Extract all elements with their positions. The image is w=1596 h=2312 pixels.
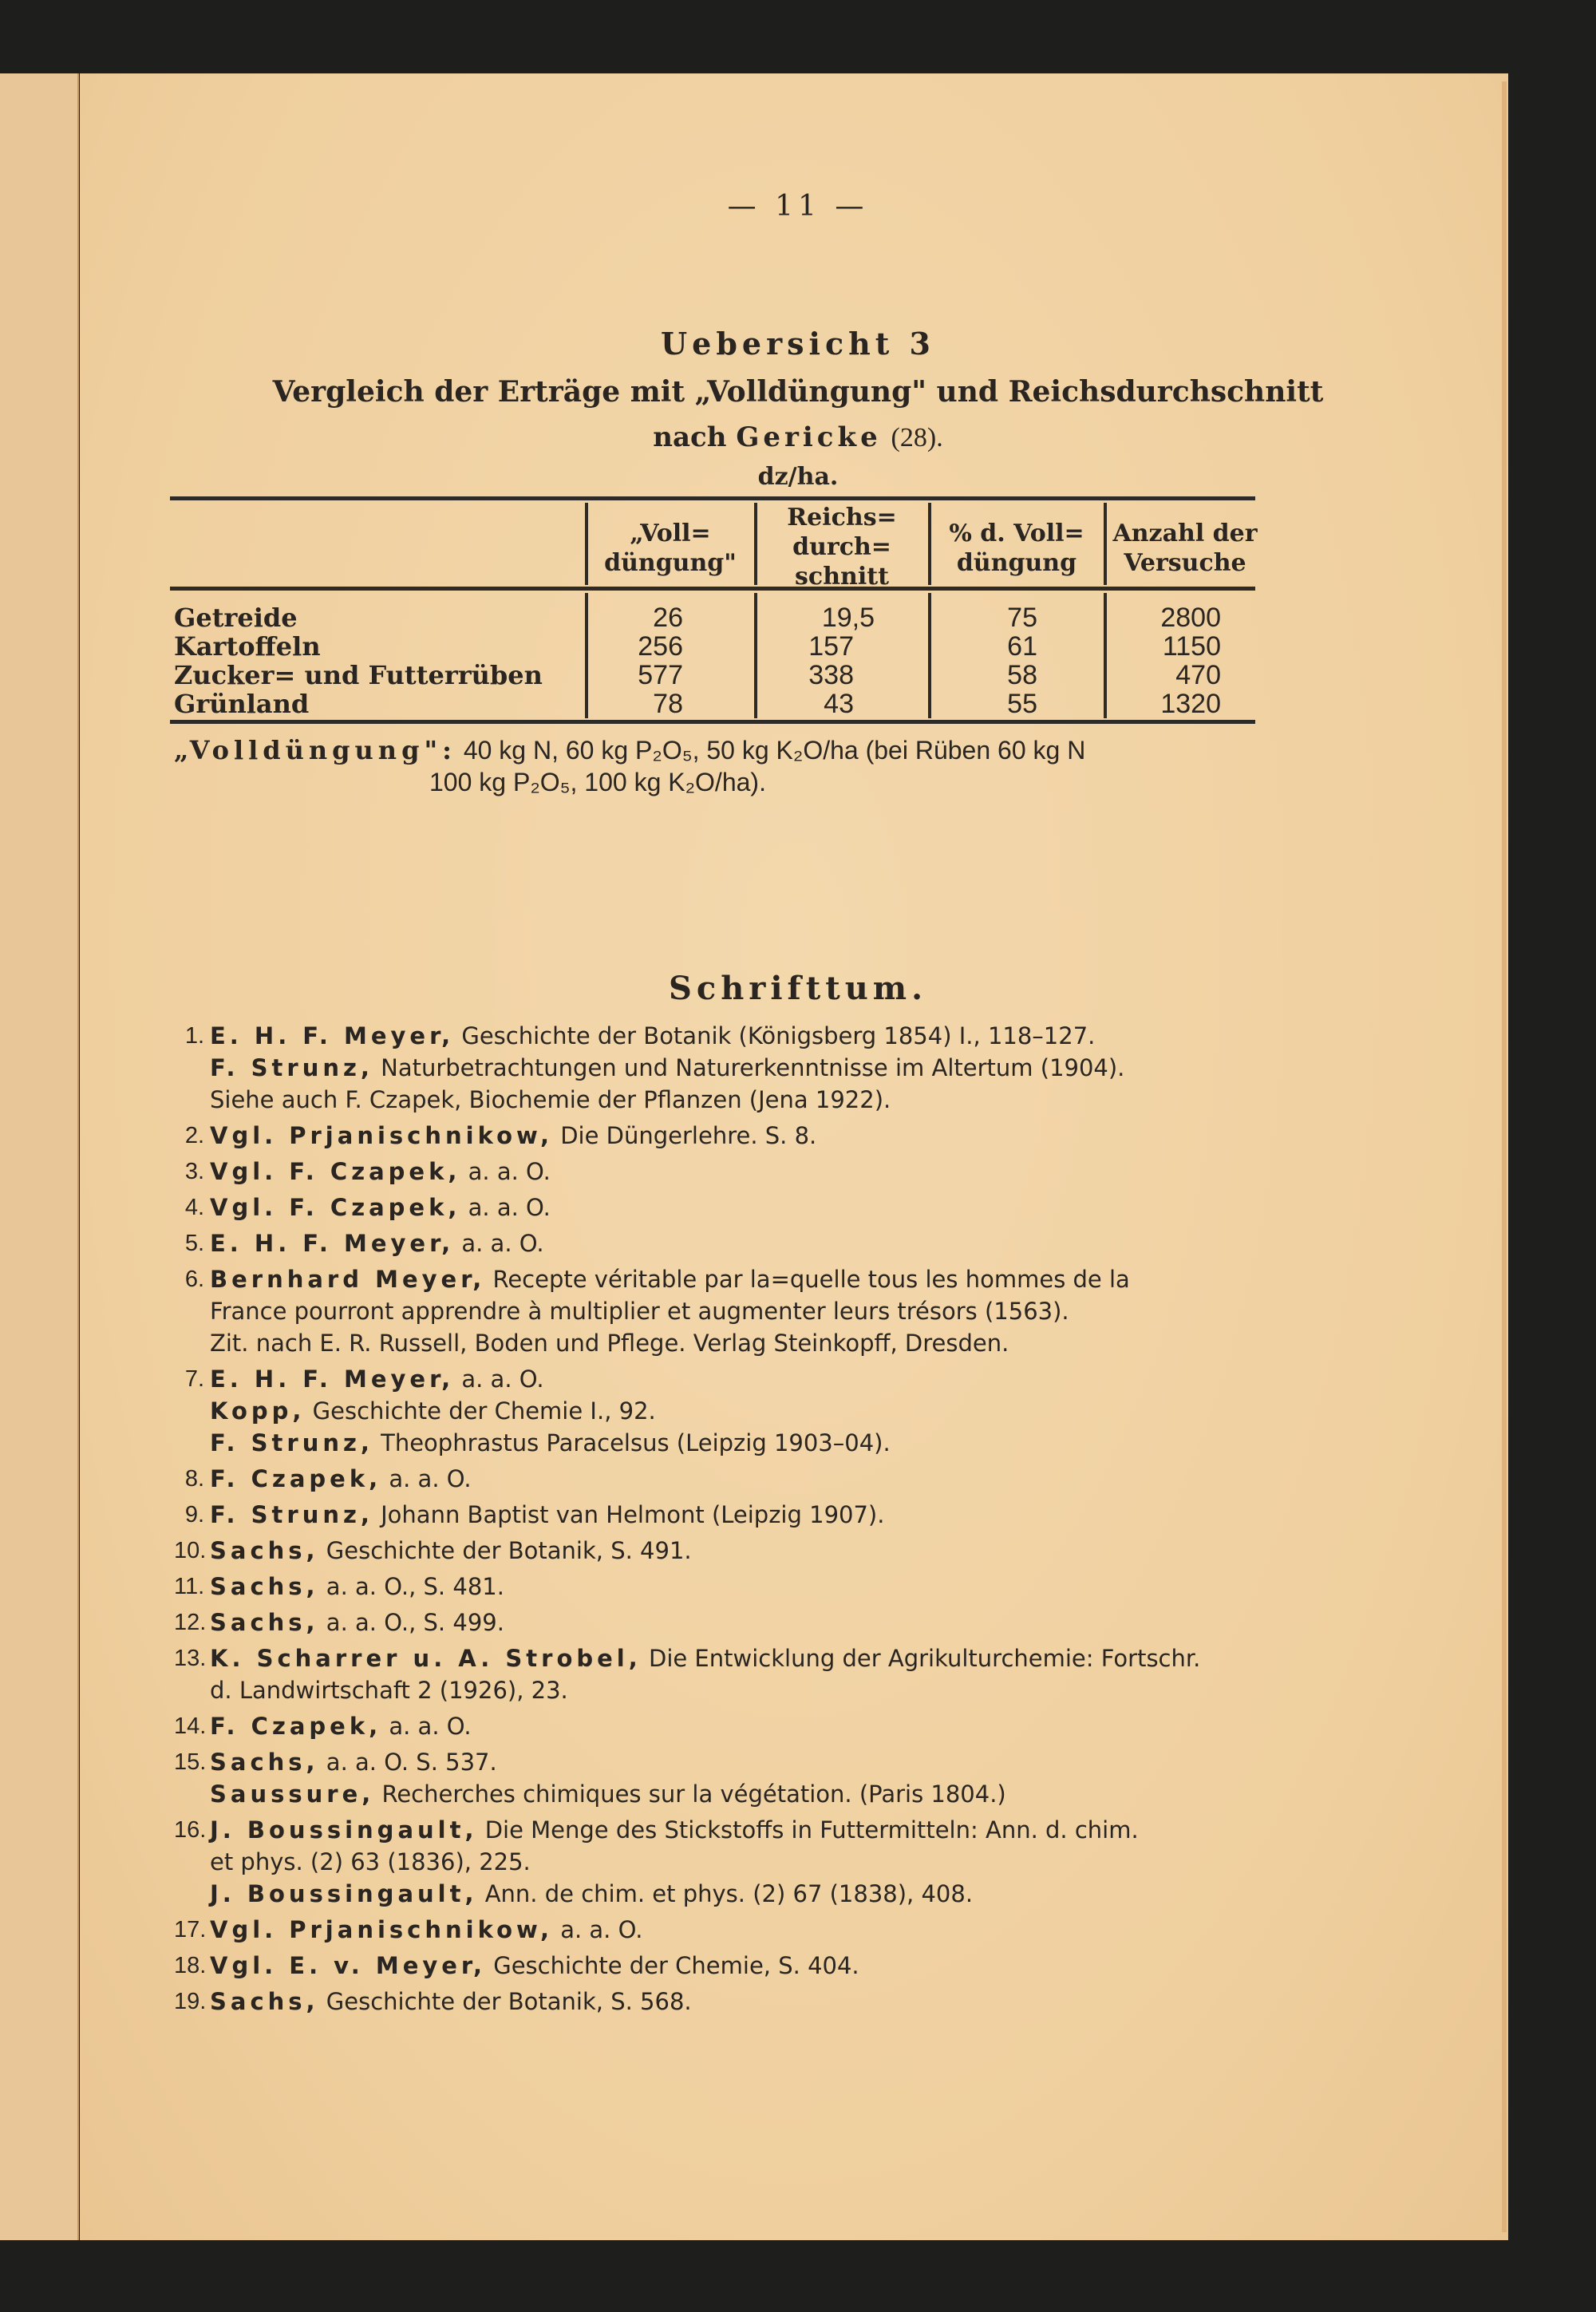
entry-line	[210, 1427, 1267, 1459]
bibliography-entry	[174, 1363, 1267, 1459]
bibliography-entry	[174, 1020, 1267, 1116]
entry-text: Recherches chimiques sur la végétation. (Paris 1804.)	[374, 1780, 1006, 1808]
table-unit: dz/ha.	[757, 463, 839, 491]
entry-text: a. a. O.	[381, 1465, 472, 1492]
column-header-anzahl: Anzahl der Versuche	[1112, 520, 1258, 577]
bibliography-entry	[174, 1642, 1267, 1706]
entry-number: 13.	[174, 1646, 207, 1671]
cell: 43	[824, 689, 854, 719]
bibliography-entry	[174, 1263, 1267, 1359]
bibliography-heading: Schrifttum.	[668, 970, 928, 1007]
column-divider	[754, 503, 757, 585]
entry-line	[210, 1571, 1267, 1603]
entry-line	[210, 1327, 1267, 1359]
bibliography-entry	[174, 1120, 1267, 1152]
entry-author: Sachs,	[210, 1988, 319, 2015]
entry-text: Geschichte der Chemie, S. 404.	[486, 1952, 859, 1979]
entry-line	[210, 1914, 1267, 1946]
entry-text: Die Entwicklung der Agrikulturchemie: Fortschr.	[641, 1645, 1201, 1672]
entry-text: Geschichte der Botanik (Königsberg 1854) I., 118–127.	[454, 1022, 1096, 1049]
entry-text: Zit. nach E. R. Russell, Boden und Pflege. Verlag Steinkopff, Dresden.	[210, 1330, 1009, 1357]
entry-text: a. a. O.	[460, 1158, 551, 1185]
entry-line	[210, 1950, 1267, 1982]
entry-author: Sachs,	[210, 1749, 319, 1776]
bibliography-entry	[174, 1227, 1267, 1259]
column-divider	[754, 593, 757, 718]
entry-number: 2.	[184, 1123, 204, 1148]
table-bottom-rule	[170, 720, 1255, 724]
bibliography-entry	[174, 1746, 1267, 1810]
entry-number: 4.	[184, 1195, 204, 1220]
entry-text: et phys. (2) 63 (1836), 225.	[210, 1848, 531, 1875]
cell: 78	[653, 689, 683, 719]
entry-line	[210, 1020, 1267, 1052]
table-subtitle: Vergleich der Erträge mit „Volldüngung" und Reichsdurchschnitt	[272, 375, 1324, 409]
entry-number: 19.	[174, 1989, 207, 2014]
footnote-lead: „Volldüngung":	[174, 735, 456, 765]
bibliography-entry	[174, 1192, 1267, 1223]
entry-number: 3.	[184, 1159, 204, 1184]
entry-author: Bernhard Meyer,	[210, 1266, 486, 1293]
entry-line	[210, 1084, 1267, 1116]
entry-text: Johann Baptist van Helmont (Leipzig 1907).	[373, 1501, 885, 1528]
entry-number: 11.	[174, 1574, 205, 1599]
row-label: Getreide	[174, 603, 298, 633]
entry-line	[210, 1642, 1267, 1674]
cell: 1320	[1160, 689, 1221, 719]
bibliography-entry	[174, 1499, 1267, 1531]
bibliography-list	[174, 1020, 1267, 2022]
row-label: Kartoffeln	[174, 631, 321, 662]
cell: 19,5	[821, 603, 875, 633]
entry-line	[210, 1463, 1267, 1495]
entry-text: Naturbetrachtungen und Naturerkenntnisse im Altertum (1904).	[373, 1054, 1125, 1081]
entry-line	[210, 1674, 1267, 1706]
entry-line	[210, 1395, 1267, 1427]
entry-author: E. H. F. Meyer,	[210, 1230, 455, 1257]
cell: 338	[808, 660, 854, 690]
entry-text: a. a. O.	[552, 1916, 643, 1943]
entry-line	[210, 1052, 1267, 1084]
entry-text: France pourront apprendre à multiplier et augmenter leurs trésors (1563).	[210, 1298, 1069, 1325]
entry-line	[210, 1295, 1267, 1327]
column-divider	[585, 503, 588, 585]
footnote-line-1: „Volldüngung": 40 kg N, 60 kg P₂O₅, 50 kg K₂O/ha (bei Rüben 60 kg N	[174, 735, 1086, 765]
entry-author: Vgl. F. Czapek,	[210, 1158, 461, 1185]
source-author: Gericke	[736, 421, 882, 453]
entry-line	[210, 1710, 1267, 1742]
cell: 2800	[1160, 603, 1221, 633]
table-top-rule	[170, 496, 1255, 500]
page-number: — 11 —	[727, 190, 869, 223]
entry-text: Theophrastus Paracelsus (Leipzig 1903–04).	[373, 1429, 891, 1456]
cell: 470	[1175, 660, 1221, 690]
entry-author: Vgl. F. Czapek,	[210, 1194, 461, 1221]
entry-number: 14.	[174, 1713, 207, 1739]
entry-number: 1.	[184, 1023, 204, 1049]
entry-line	[210, 1499, 1267, 1531]
table-subtitle-source	[0, 421, 1596, 453]
column-divider	[585, 593, 588, 718]
entry-author: E. H. F. Meyer,	[210, 1022, 455, 1049]
entry-author: F. Strunz,	[210, 1501, 373, 1528]
entry-text: Ann. de chim. et phys. (2) 67 (1838), 408.	[477, 1880, 974, 1907]
entry-author: Sachs,	[210, 1573, 319, 1600]
entry-number: 8.	[184, 1466, 204, 1492]
entry-number: 16.	[174, 1817, 207, 1843]
entry-author: J. Boussingault,	[210, 1880, 478, 1907]
entry-number: 5.	[184, 1231, 204, 1256]
entry-text: a. a. O. S. 537.	[318, 1749, 497, 1776]
entry-text: Die Düngerlehre. S. 8.	[552, 1122, 817, 1149]
entry-text: a. a. O.	[454, 1365, 544, 1393]
bibliography-entry	[174, 1950, 1267, 1982]
entry-line	[210, 1778, 1267, 1810]
column-header-reichsdurchschnitt: Reichs= durch= schnitt	[787, 504, 897, 591]
column-header-volldungung: „Voll= düngung"	[604, 520, 737, 577]
cell: 55	[1007, 689, 1037, 719]
bibliography-entry	[174, 1535, 1267, 1567]
entry-line	[210, 1535, 1267, 1567]
cell: 157	[808, 631, 854, 662]
bibliography-entry	[174, 1710, 1267, 1742]
footnote-line-2: 100 kg P₂O₅, 100 kg K₂O/ha).	[429, 768, 766, 796]
column-header-percent: % d. Voll= düngung	[949, 520, 1084, 577]
bibliography-entry	[174, 1571, 1267, 1603]
entry-author: Saussure,	[210, 1780, 375, 1808]
entry-text: a. a. O.	[454, 1230, 544, 1257]
entry-author: J. Boussingault,	[210, 1816, 478, 1844]
entry-author: F. Czapek,	[210, 1713, 382, 1740]
entry-line	[210, 1986, 1267, 2018]
cell: 26	[653, 603, 683, 633]
entry-line	[210, 1263, 1267, 1295]
entry-author: Vgl. E. v. Meyer,	[210, 1952, 486, 1979]
entry-line	[210, 1607, 1267, 1638]
entry-text: a. a. O.	[381, 1713, 472, 1740]
bibliography-entry	[174, 1156, 1267, 1188]
entry-line	[210, 1814, 1267, 1846]
column-divider	[928, 503, 931, 585]
entry-author: E. H. F. Meyer,	[210, 1365, 455, 1393]
entry-line	[210, 1156, 1267, 1188]
entry-line	[210, 1363, 1267, 1395]
entry-author: F. Strunz,	[210, 1429, 373, 1456]
table-title: Uebersicht 3	[661, 326, 935, 362]
entry-author: Vgl. Prjanischnikow,	[210, 1916, 553, 1943]
cell: 58	[1007, 660, 1037, 690]
bibliography-entry	[174, 1914, 1267, 1946]
entry-line	[210, 1192, 1267, 1223]
entry-text: Geschichte der Chemie I., 92.	[305, 1397, 656, 1425]
entry-author: Sachs,	[210, 1609, 319, 1636]
entry-line	[210, 1746, 1267, 1778]
entry-author: K. Scharrer u. A. Strobel,	[210, 1645, 642, 1672]
bibliography-entry	[174, 1463, 1267, 1495]
source-prefix: nach	[653, 421, 727, 453]
entry-author: Kopp,	[210, 1397, 306, 1425]
entry-text: a. a. O.	[460, 1194, 551, 1221]
entry-author: Vgl. Prjanischnikow,	[210, 1122, 553, 1149]
column-divider	[928, 593, 931, 718]
table-footnote	[174, 734, 1259, 798]
entry-number: 7.	[184, 1366, 204, 1392]
cell: 75	[1007, 603, 1037, 633]
entry-text: a. a. O., S. 499.	[318, 1609, 504, 1636]
entry-number: 10.	[174, 1538, 207, 1563]
entry-text: Recepte véritable par la=quelle tous les hommes de la	[485, 1266, 1130, 1293]
entry-author: F. Strunz,	[210, 1054, 373, 1081]
entry-author: F. Czapek,	[210, 1465, 382, 1492]
cell: 577	[638, 660, 683, 690]
cell: 256	[638, 631, 683, 662]
bibliography-entry	[174, 1986, 1267, 2018]
row-label: Zucker= und Futterrüben	[174, 660, 543, 690]
table-header-rule	[170, 587, 1255, 591]
bibliography-entry	[174, 1607, 1267, 1638]
cell: 1150	[1162, 631, 1221, 662]
entry-number: 6.	[184, 1267, 204, 1292]
entry-line	[210, 1878, 1267, 1910]
bibliography-entry	[174, 1814, 1267, 1910]
source-ref: (28).	[891, 423, 943, 453]
entry-number: 9.	[184, 1502, 204, 1528]
entry-line	[210, 1120, 1267, 1152]
entry-line	[210, 1227, 1267, 1259]
entry-text: Siehe auch F. Czapek, Biochemie der Pflanzen (Jena 1922).	[210, 1086, 891, 1113]
entry-text: Die Menge des Stickstoffs in Futtermitteln: Ann. d. chim.	[477, 1816, 1139, 1844]
entry-text: Geschichte der Botanik, S. 568.	[318, 1988, 692, 2015]
entry-text: Geschichte der Botanik, S. 491.	[318, 1537, 692, 1564]
entry-number: 15.	[174, 1749, 207, 1775]
entry-number: 18.	[174, 1953, 207, 1978]
row-label: Grünland	[174, 689, 310, 719]
entry-number: 17.	[174, 1917, 207, 1942]
column-divider	[1104, 593, 1107, 718]
entry-text: d. Landwirtschaft 2 (1926), 23.	[210, 1677, 568, 1704]
entry-author: Sachs,	[210, 1537, 319, 1564]
cell: 61	[1007, 631, 1037, 662]
column-divider	[1104, 503, 1107, 585]
entry-number: 12.	[174, 1610, 207, 1635]
entry-line	[210, 1846, 1267, 1878]
entry-text: a. a. O., S. 481.	[318, 1573, 504, 1600]
